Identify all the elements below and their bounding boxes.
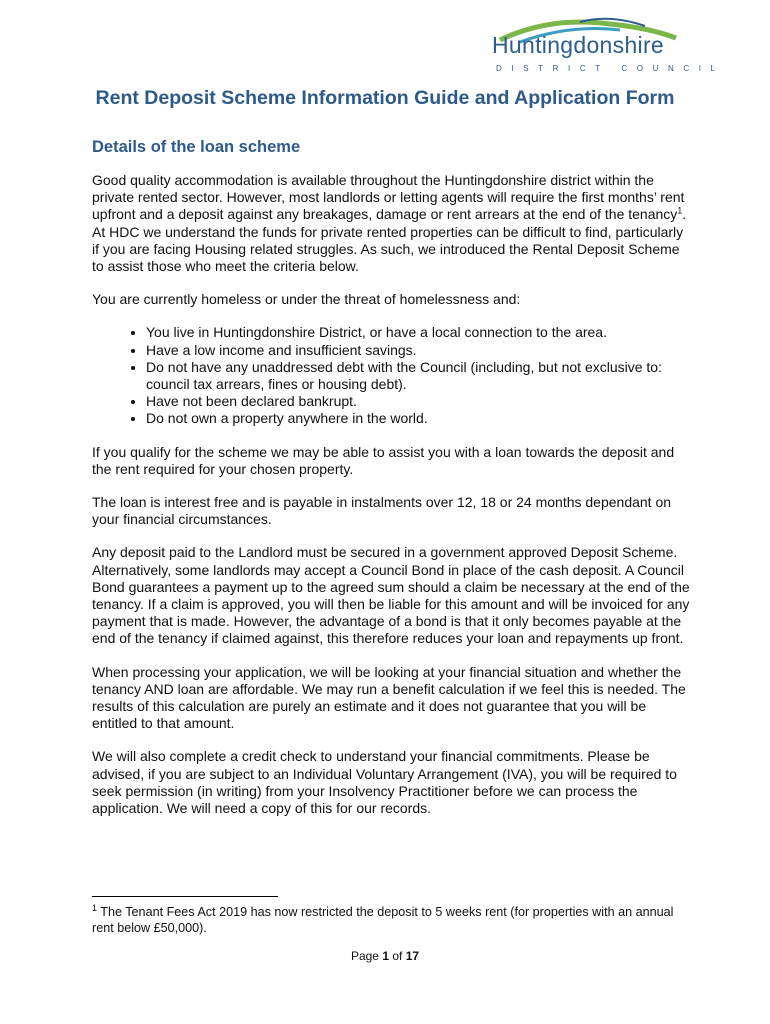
list-item: • Have not been declared bankrupt. bbox=[146, 393, 692, 410]
credit-paragraph: We will also complete a credit check to understand your financial commitments. Please be advised, if you are subject to an Individual Voluntary Arrangement (IVA), you will be required to seek permission (in writing) from your Insolvency Practitioner before we can process the application. We will need a copy of this for our records. bbox=[92, 748, 677, 817]
intro-paragraph: Good quality accommodation is available throughout the Huntingdonshire district within the private rented sector. However, most landlords or letting agents will require the first months’ rent upfront and a deposit against any breakages, damage or rent arrears at the end of the tenancy$^1$. At HDC we understand the funds for private rented properties can be difficult to find, particularly if you are facing Housing related struggles. As such, we introduced the Rental Deposit Scheme to assist those who meet the criteria below. bbox=[92, 172, 687, 275]
footnote-ref: 1 bbox=[677, 205, 683, 216]
deposit-paragraph: Any deposit paid to the Landlord must be secured in a government approved Deposit Scheme. Alternatively, some landlords may accept a Council Bond in place of the cash deposit. A Council Bond guarantees a payment up to the agreed sum should a claim be necessary at the end of the tenancy. If a claim is approved, you will then be liable for this amount and will be invoiced for any payment that is made. However, the advantage of a bond is that it only becomes payable at the end of the tenancy if claimed against, this therefore reduces your loan and repayments up front. bbox=[92, 544, 690, 647]
footnote: $^1$ The Tenant Fees Act 2019 has now restricted the deposit to 5 weeks rent (for properties with an annual rent below £50,000). bbox=[92, 902, 674, 935]
list-item: • Do not have any unaddressed debt with the Council (including, but not exclusive to: council tax arrears, fines or housing debt). bbox=[146, 359, 692, 393]
page-title: Rent Deposit Scheme Information Guide and Application Form bbox=[95, 87, 675, 109]
document-body bbox=[92, 172, 692, 833]
qualify-paragraph: If you qualify for the scheme we may be able to assist you with a loan towards the deposit and the rent required for your chosen property. bbox=[92, 443, 675, 477]
list-item: • You live in Huntingdonshire District, or have a local connection to the area. bbox=[146, 324, 692, 341]
interest-paragraph: The loan is interest free and is payable in instalments over 12, 18 or 24 months dependant on your financial circumstances. bbox=[92, 494, 672, 528]
section-heading: Details of the loan scheme bbox=[92, 138, 301, 156]
page-number: Page 1 of 17 bbox=[350, 949, 420, 963]
logo-subtitle: DISTRICT COUNCIL bbox=[496, 64, 725, 73]
processing-paragraph: When processing your application, we will be looking at your financial situation and whether the tenancy AND loan are affordable. We may run a benefit calculation if we feel this is needed. The results of this calculation are purely an estimate and it does not guarantee that you will be entitled to that amount. bbox=[92, 663, 686, 732]
logo-name: Huntingdonshire bbox=[492, 32, 665, 58]
council-logo bbox=[480, 14, 725, 76]
footnote-divider bbox=[92, 896, 278, 897]
criteria-list bbox=[92, 324, 692, 427]
list-item: • Have a low income and insufficient savings. bbox=[146, 342, 692, 359]
list-item: • Do not own a property anywhere in the world. bbox=[146, 410, 692, 427]
criteria-lead: You are currently homeless or under the threat of homelessness and: bbox=[92, 291, 521, 308]
